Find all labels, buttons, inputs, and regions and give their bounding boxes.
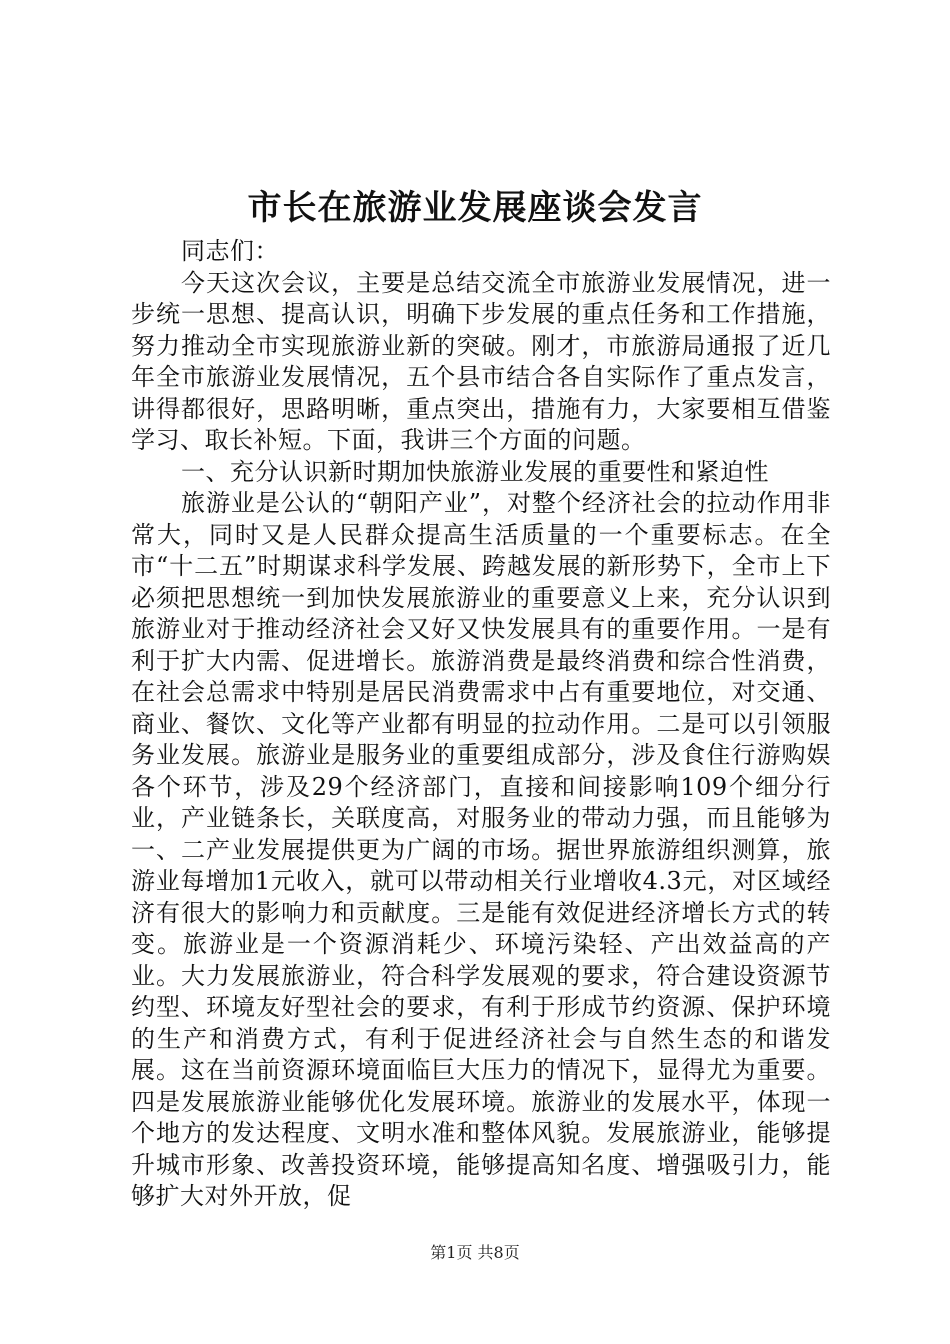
paragraph-section-1: 旅游业是公认的“朝阳产业”，对整个经济社会的拉动作用非常大，同时又是人民群众提高生活质量的一个重要标志。在全市“十二五”时期谋求科学发展、跨越发展的新形势下，全市上下必须把思想统一到加快发展旅游业的重要意义上来，充分认识到旅游业对于推动经济社会又好又快发展具有的重要作用。一是有利于扩大内需、促进增长。旅游消费是最终消费和综合性消费，在社会总需求中特别是居民消费需求中占有重要地位，对交通、商业、餐饮、文化等产业都有明显的拉动作用。二是可以引领服务业发展。旅游业是服务业的重要组成部分，涉及食住行游购娱各个环节，涉及29个经济部门，直接和间接影响109个细分行业，产业链条长，关联度高，对服务业的带动力强，而且能够为一、二产业发展提供更为广阔的市场。据世界旅游组织测算，旅游业每增加1元收入，就可以带动相关行业增收4.3元，对区域经济有很大的影响力和贡献度。三是能有效促进经济增长方式的转变。旅游业是一个资源消耗少、环境污染轻、产出效益高的产业。大力发展旅游业，符合科学发展观的要求，符合建设资源节约型、环境友好型社会的要求，有利于形成节约资源、保护环境的生产和消费方式，有利于促进经济社会与自然生态的和谐发展。这在当前资源环境面临巨大压力的情况下，显得尤为重要。四是发展旅游业能够优化发展环境。旅游业的发展水平，体现一个地方的发达程度、文明水准和整体风貌。发展旅游业，能够提升城市形象、改善投资环境，能够提高知名度、增强吸引力，能够扩大对外开放，促 [131, 489, 831, 1210]
salutation: 同志们： [181, 237, 279, 265]
document-body [131, 236, 831, 1213]
document-title: 市长在旅游业发展座谈会发言 [247, 188, 703, 228]
page-footer: 第1页 共8页 [430, 1243, 520, 1262]
paragraph-opening: 今天这次会议，主要是总结交流全市旅游业发展情况，进一步统一思想、提高认识，明确下步发展的重点任务和工作措施，努力推动全市实现旅游业新的突破。刚才，市旅游局通报了近几年全市旅游业发展情况，五个县市结合各自实际作了重点发言，讲得都很好，思路明晰，重点突出，措施有力，大家要相互借鉴学习、取长补短。下面，我讲三个方面的问题。 [131, 268, 831, 454]
section-heading-1: 一、充分认识新时期加快旅游业发展的重要性和紧迫性 [181, 457, 769, 486]
